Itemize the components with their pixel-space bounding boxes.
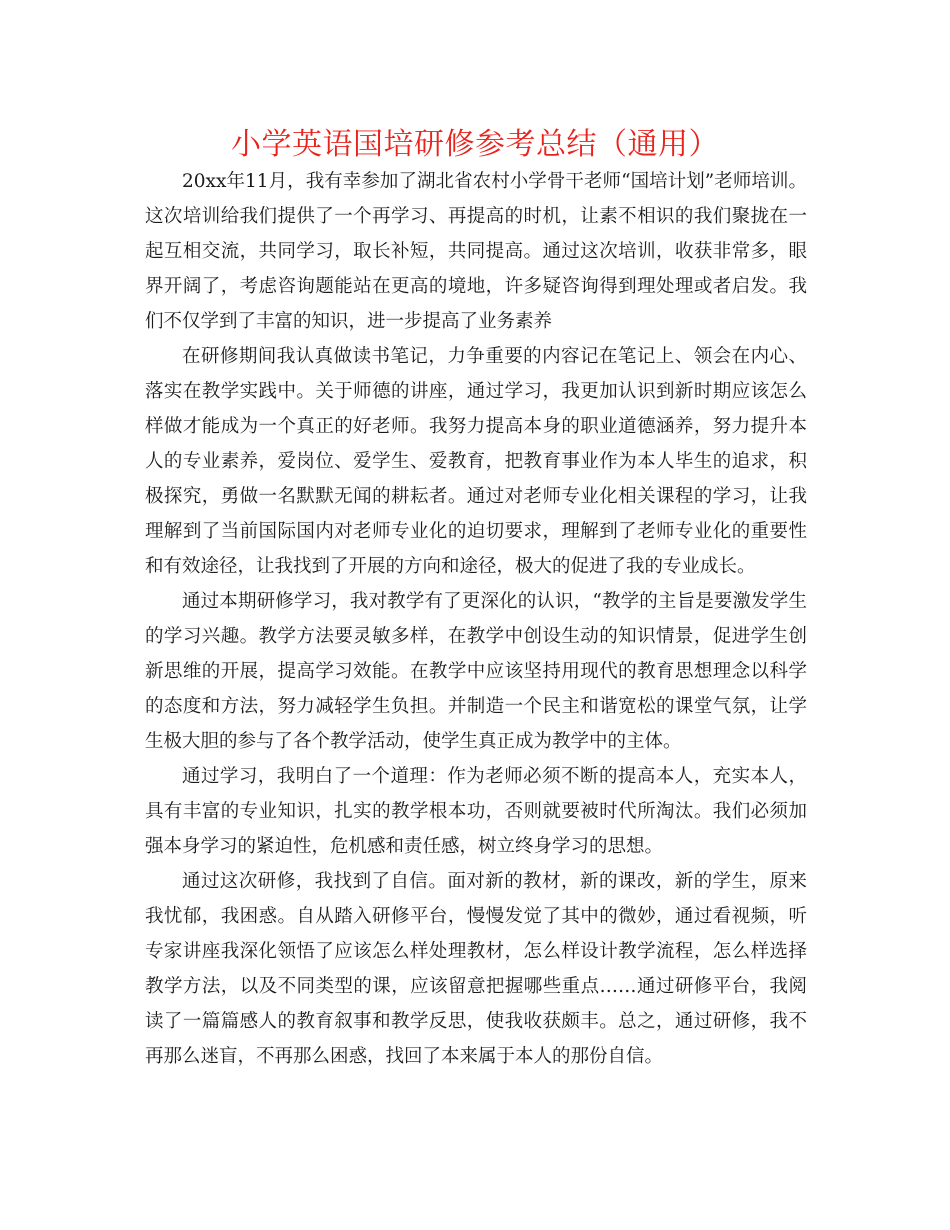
paragraph: 20xx年11月，我有幸参加了湖北省农村小学骨干老师“国培计划”老师培训。这次培训给我们提供了一个再学习、再提高的时机，让素不相识的我们聚拢在一起互相交流，共同学习，取长补短，共同提高。通过这次培训，收获非常多，眼界开阔了，考虑咨询题能站在更高的境地，许多疑咨询得到理处理或者启发。我们不仅学到了丰富的知识，进一步提高了业务素养 xyxy=(145,171,807,332)
paragraph: 通过学习，我明白了一个道理：作为老师必须不断的提高本人，充实本人，具有丰富的专业知识，扎实的教学根本功，否则就要被时代所淘汰。我们必须加强本身学习的紧迫性，危机感和责任感，树立终身学习的思想。 xyxy=(145,766,807,857)
paragraph: 通过本期研修学习，我对教学有了更深化的认识，“教学的主旨是要激发学生的学习兴趣。教学方法要灵敏多样，在教学中创设生动的知识情景，促进学生创新思维的开展，提高学习效能。在教学中应该坚持用现代的教育思想理念以科学的态度和方法，努力减轻学生负担。并制造一个民主和谐宽松的课堂气氛，让学生极大胆的参与了各个教学活动，使学生真正成为教学中的主体。 xyxy=(145,591,807,752)
document-title: 小学英语国培研修参考总结（通用） xyxy=(231,127,719,162)
paragraph: 通过这次研修，我找到了自信。面对新的教材，新的课改，新的学生，原来我忧郁，我困惑。自从踏入研修平台，慢慢发觉了其中的微妙，通过看视频，听专家讲座我深化领悟了应该怎么样处理教材，怎么样设计教学流程，怎么样选择教学方法，以及不同类型的课，应该留意把握哪些重点……通过研修平台，我阅读了一篇篇感人的教育叙事和教学反思，使我收获颇丰。总之，通过研修，我不再那么迷盲，不再那么困惑，找回了本来属于本人的那份自信。 xyxy=(145,871,807,1067)
document-body xyxy=(145,164,807,1074)
paragraph: 在研修期间我认真做读书笔记，力争重要的内容记在笔记上、领会在内心、落实在教学实践中。关于师德的讲座，通过学习，我更加认识到新时期应该怎么样做才能成为一个真正的好老师。我努力提高本身的职业道德涵养，努力提升本人的专业素养，爱岗位、爱学生、爱教育，把教育事业作为本人毕生的追求，积极探究，勇做一名默默无闻的耕耘者。通过对老师专业化相关课程的学习，让我理解到了当前国际国内对老师专业化的迫切要求，理解到了老师专业化的重要性和有效途径，让我找到了开展的方向和途径，极大的促进了我的专业成长。 xyxy=(145,346,807,577)
